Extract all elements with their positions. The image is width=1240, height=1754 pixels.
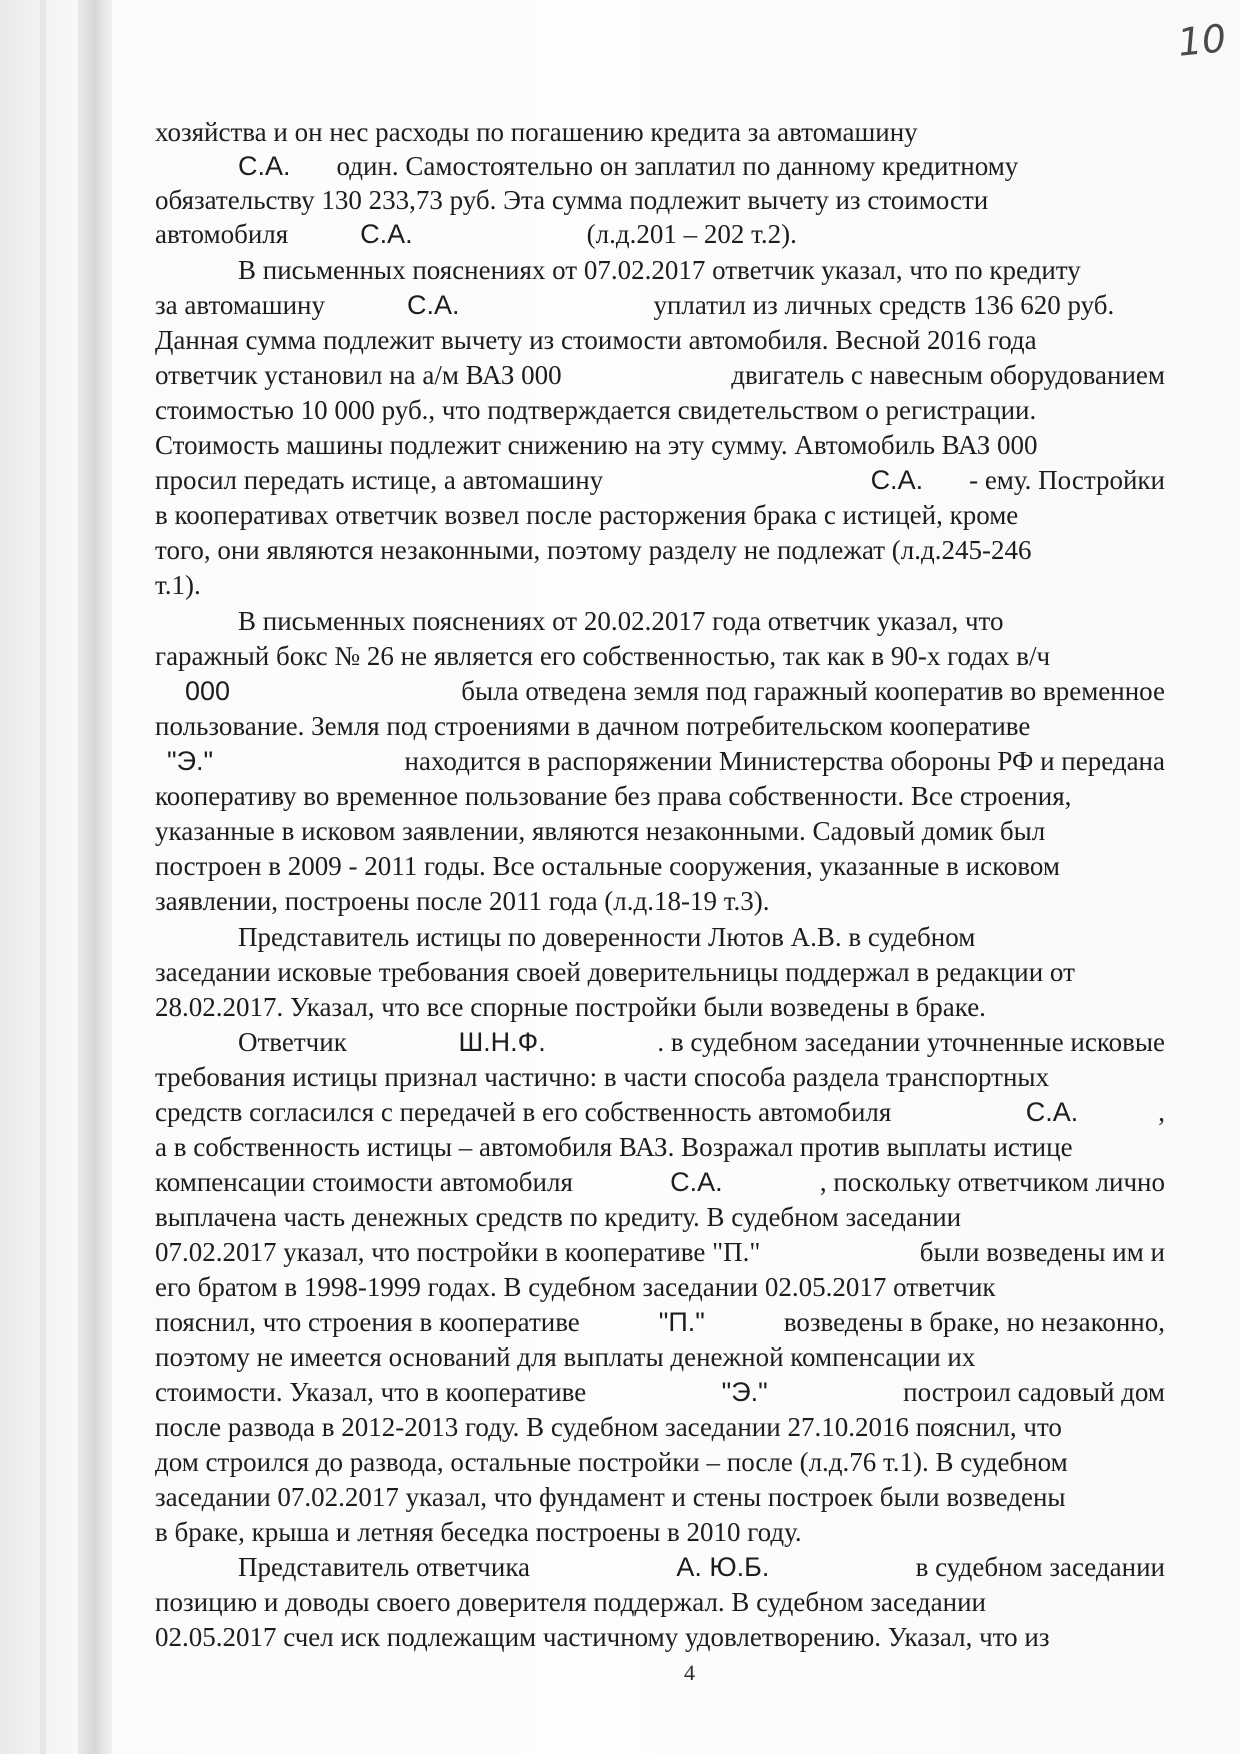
text-segment: пользование. Земля под строениями в дачном потребительском кооперативе [155, 711, 1031, 741]
text-line [155, 1165, 1165, 1199]
redacted-cooperative: "Э." [167, 746, 214, 776]
redacted-name: С.А. [360, 219, 413, 249]
text-line [155, 884, 1165, 918]
text-line [155, 1410, 1165, 1444]
redacted-name: С.А. [670, 1167, 723, 1197]
text-segment: Стоимость машины подлежит снижению на эту сумму. Автомобиль ВАЗ 000 [155, 430, 1038, 460]
handwritten-sheet-number: 10 [1175, 16, 1229, 65]
text-line [155, 1480, 1165, 1514]
text-line [155, 463, 1165, 497]
text-line [155, 428, 1165, 462]
text-line [238, 1025, 1165, 1059]
text-line [155, 1515, 1165, 1549]
text-segment: стоимости. Указал, что в кооперативе [155, 1377, 587, 1407]
text-segment: Ответчик [238, 1027, 347, 1057]
text-segment: 28.02.2017. Указал, что все спорные постройки были возведены в браке. [155, 992, 986, 1022]
redacted-name: С.А. [870, 465, 924, 495]
text-segment: построен в 2009 - 2011 годы. Все остальные сооружения, указанные в исковом [155, 851, 1060, 881]
text-line [155, 323, 1165, 357]
text-segment: обязательству 130 233,73 руб. Эта сумма подлежит вычету из стоимости [155, 185, 989, 215]
text-segment: , поскольку ответчиком лично [819, 1167, 1165, 1197]
text-line [155, 568, 1165, 602]
text-line [155, 1585, 1165, 1619]
text-line [155, 358, 1165, 392]
text-segment: ответчик установил на а/м ВАЗ 000 [155, 360, 562, 390]
text-segment: стоимостью 10 000 руб., что подтверждается свидетельством о регистрации. [155, 395, 1037, 425]
text-segment: Данная сумма подлежит вычету из стоимости автомобиля. Весной 2016 года [155, 325, 1037, 355]
text-segment: выплачена часть денежных средств по кредиту. В судебном заседании [155, 1202, 962, 1232]
text-line [155, 1060, 1165, 1094]
text-line [155, 1270, 1165, 1304]
redacted-name: С.А. [238, 151, 291, 181]
text-line [155, 183, 1165, 217]
text-line [155, 744, 1165, 778]
text-segment: (л.д.201 – 202 т.2). [586, 219, 797, 249]
redacted-name: А. Ю.Б. [676, 1552, 770, 1582]
text-segment: а в собственность истицы – автомобиля ВАЗ. Возражал против выплаты истице [155, 1132, 1073, 1162]
text-segment: 02.05.2017 счел иск подлежащим частичному удовлетворению. Указал, что из [155, 1622, 1050, 1652]
text-line [155, 1305, 1165, 1339]
text-segment: заявлении, построены после 2011 года (л.д.18-19 т.3). [155, 886, 770, 916]
text-line [155, 639, 1165, 673]
text-line [155, 393, 1165, 427]
text-segment: Представитель истицы по доверенности Лютов А.В. в судебном [238, 922, 976, 952]
text-segment: требования истицы признал частично: в части способа раздела транспортных [155, 1062, 1050, 1092]
text-segment: . в судебном заседании уточненные исковые [657, 1027, 1165, 1057]
text-line [238, 920, 1165, 954]
redacted-cooperative: "Э." [721, 1377, 768, 1407]
text-segment: находится в распоряжении Министерства обороны РФ и передана [404, 746, 1165, 776]
text-segment: средств согласился с передачей в его собственность автомобиля [155, 1097, 892, 1127]
text-segment: - ему. Постройки [969, 465, 1165, 495]
text-line [155, 1200, 1165, 1234]
page-number: 4 [684, 1660, 695, 1685]
text-line [155, 990, 1165, 1024]
text-line [155, 674, 1165, 708]
text-line [155, 849, 1165, 883]
text-line [155, 779, 1165, 813]
text-segment: поэтому не имеется оснований для выплаты денежной компенсации их [155, 1342, 976, 1372]
text-line [155, 533, 1165, 567]
text-segment: просил передать истице, а автомашину [155, 465, 604, 495]
text-line [238, 149, 1165, 183]
text-segment: Представитель ответчика [238, 1552, 531, 1582]
text-line [155, 115, 1165, 149]
redacted-name: Ш.Н.Ф. [458, 1027, 546, 1057]
text-segment: в судебном заседании [915, 1552, 1165, 1582]
text-line [155, 217, 1165, 251]
text-line [238, 604, 1165, 638]
redacted-name: С.А. [406, 290, 460, 320]
text-segment: после развода в 2012-2013 году. В судебном заседании 27.10.2016 пояснил, что [155, 1412, 1062, 1442]
text-segment: заседании исковые требования своей доверительницы поддержал в редакции от [155, 957, 1075, 987]
text-segment: , [1158, 1097, 1165, 1127]
text-segment: двигатель с навесным оборудованием [731, 360, 1165, 390]
text-segment: автомобиля [155, 219, 289, 249]
text-line [155, 1340, 1165, 1374]
text-segment: кооперативу во временное пользование без права собственности. Все строения, [155, 781, 1072, 811]
text-segment: была отведена земля под гаражный кооператив во временное [461, 676, 1165, 706]
text-segment: позицию и доводы своего доверителя поддержал. В судебном заседании [155, 1587, 986, 1617]
text-segment: его братом в 1998-1999 годах. В судебном заседании 02.05.2017 ответчик [155, 1272, 996, 1302]
text-segment: указанные в исковом заявлении, являются незаконными. Садовый домик был [155, 816, 1046, 846]
text-line [155, 1445, 1165, 1479]
text-line [155, 498, 1165, 532]
text-segment: в браке, крыша и летняя беседка построены в 2010 году. [155, 1517, 802, 1547]
text-line [238, 1550, 1165, 1584]
text-line [155, 1095, 1165, 1129]
text-segment: т.1). [155, 570, 201, 600]
text-segment: за автомашину [155, 290, 325, 320]
redacted-name: С.А. [1025, 1097, 1079, 1127]
text-segment: в кооперативах ответчик возвел после расторжения брака с истицей, кроме [155, 500, 1019, 530]
text-segment: гаражный бокс № 26 не является его собственностью, так как в 90-х годах в/ч [155, 641, 1051, 671]
text-segment: один. Самостоятельно он заплатил по данному кредитному [336, 151, 1019, 181]
text-segment: уплатил из личных средств 136 620 руб. [653, 290, 1115, 320]
text-segment: хозяйства и он нес расходы по погашению кредита за автомашину [155, 117, 918, 147]
text-line [155, 288, 1165, 322]
text-segment: 07.02.2017 указал, что постройки в кооперативе "П." [155, 1237, 761, 1267]
text-segment: компенсации стоимости автомобиля [155, 1167, 573, 1197]
text-line [155, 709, 1165, 743]
text-line [155, 955, 1165, 989]
text-segment: были возведены им и [919, 1237, 1165, 1267]
text-segment: дом строился до развода, остальные постройки – после (л.д.76 т.1). В судебном [155, 1447, 1068, 1477]
text-line [155, 1620, 1165, 1654]
text-line [155, 814, 1165, 848]
text-line [155, 1235, 1165, 1269]
text-line [155, 1375, 1165, 1409]
text-line [155, 1130, 1165, 1164]
text-segment: возведены в браке, но незаконно, [783, 1307, 1165, 1337]
text-segment: построил садовый дом [903, 1377, 1165, 1407]
text-segment: В письменных пояснениях от 20.02.2017 года ответчик указал, что [238, 606, 1004, 636]
text-segment: В письменных пояснениях от 07.02.2017 ответчик указал, что по кредиту [238, 255, 1081, 285]
text-segment: заседании 07.02.2017 указал, что фундамент и стены построек были возведены [155, 1482, 1066, 1512]
redacted-unit-number: 000 [185, 676, 231, 706]
text-line [238, 253, 1165, 287]
text-segment: пояснил, что строения в кооперативе [155, 1307, 580, 1337]
text-segment: того, они являются незаконными, поэтому разделу не подлежат (л.д.245-246 [155, 535, 1032, 565]
redacted-cooperative: "П." [658, 1307, 705, 1337]
